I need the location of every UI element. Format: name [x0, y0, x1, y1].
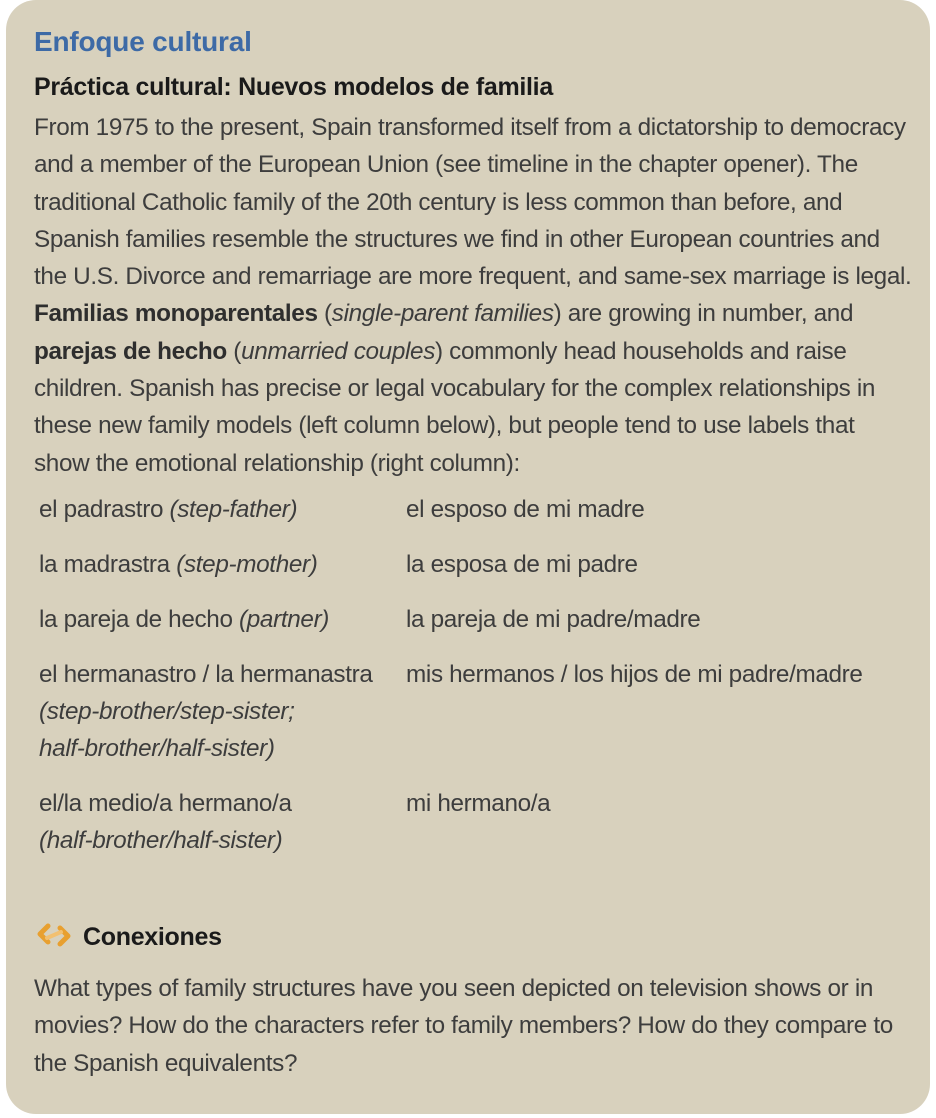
term-parejas-de-hecho: parejas de hecho: [34, 337, 227, 365]
paragraph-text-2: (: [317, 300, 332, 328]
intro-paragraph: [34, 109, 914, 482]
informal-term: mis hermanos / los hijos de mi padre/madre: [406, 660, 863, 688]
term-gloss: (partner): [239, 605, 330, 633]
section-title: Enfoque cultural: [34, 26, 252, 57]
formal-term: [39, 546, 406, 583]
formal-term: [39, 601, 406, 638]
paragraph-text-3: ) are growing in number, and: [553, 300, 854, 328]
term-gloss: (half-brother/half-sister): [39, 826, 283, 854]
paragraph-text-4: (: [226, 337, 242, 365]
vocab-row: [39, 601, 930, 638]
chain-link-icon: [34, 922, 83, 953]
informal-term: la pareja de mi padre/madre: [406, 605, 701, 633]
term-text: la madrastra: [39, 550, 177, 578]
vocab-row: [39, 491, 930, 528]
formal-term: [39, 656, 406, 767]
vocab-row: [39, 785, 930, 859]
term-text: el/la medio/a hermano/a: [39, 789, 292, 817]
informal-term: la esposa de mi padre: [406, 550, 638, 578]
term-text: el padrastro: [39, 495, 170, 523]
term-text: el hermanastro / la hermanastra: [39, 660, 373, 688]
term-familias-monoparentales: Familias monoparentales: [34, 300, 318, 328]
vocab-row: [39, 656, 930, 767]
gloss-unmarried-couples: unmarried couples: [241, 337, 435, 365]
conexiones-title: Conexiones: [83, 923, 222, 951]
term-gloss: (step-mother): [176, 550, 318, 578]
vocabulary-table: [39, 491, 930, 859]
conexiones-text: What types of family structures have you seen depicted on television shows or in movies? How do the characters refer to family members? How do they compare to the Spanish equivalents?: [34, 975, 893, 1077]
cultural-focus-card: [6, 0, 930, 1114]
term-text: la pareja de hecho: [39, 605, 240, 633]
vocab-row: [39, 546, 930, 583]
gloss-single-parent: single-parent families: [331, 300, 554, 328]
term-gloss-line-2: half-brother/half-sister): [39, 734, 275, 762]
informal-term: mi hermano/a: [406, 789, 551, 817]
paragraph-text-5: ) commonly head households and raise children. Spanish has precise or legal vocabulary for the complex relationships in these new family models (left column below), but people tend to use labels that show the emotional relationship (right column):: [34, 337, 876, 477]
formal-term: [39, 491, 406, 528]
conexiones-header: [34, 922, 222, 953]
term-gloss: (step-brother/step-sister;: [39, 697, 295, 725]
informal-term: el esposo de mi madre: [406, 495, 645, 523]
subtitle: Práctica cultural: Nuevos modelos de familia: [34, 73, 553, 101]
formal-term: [39, 785, 406, 859]
paragraph-text-1: From 1975 to the present, Spain transformed itself from a dictatorship to democracy and a member of the European Union (see timeline in the chapter opener). The traditional Catholic family of the 20th century is less common than before, and Spanish families resemble the structures we find in other European countries and the U.S. Divorce and remarriage are more frequent, and same-sex marriage is legal.: [34, 114, 912, 291]
term-gloss: (step-father): [169, 495, 298, 523]
